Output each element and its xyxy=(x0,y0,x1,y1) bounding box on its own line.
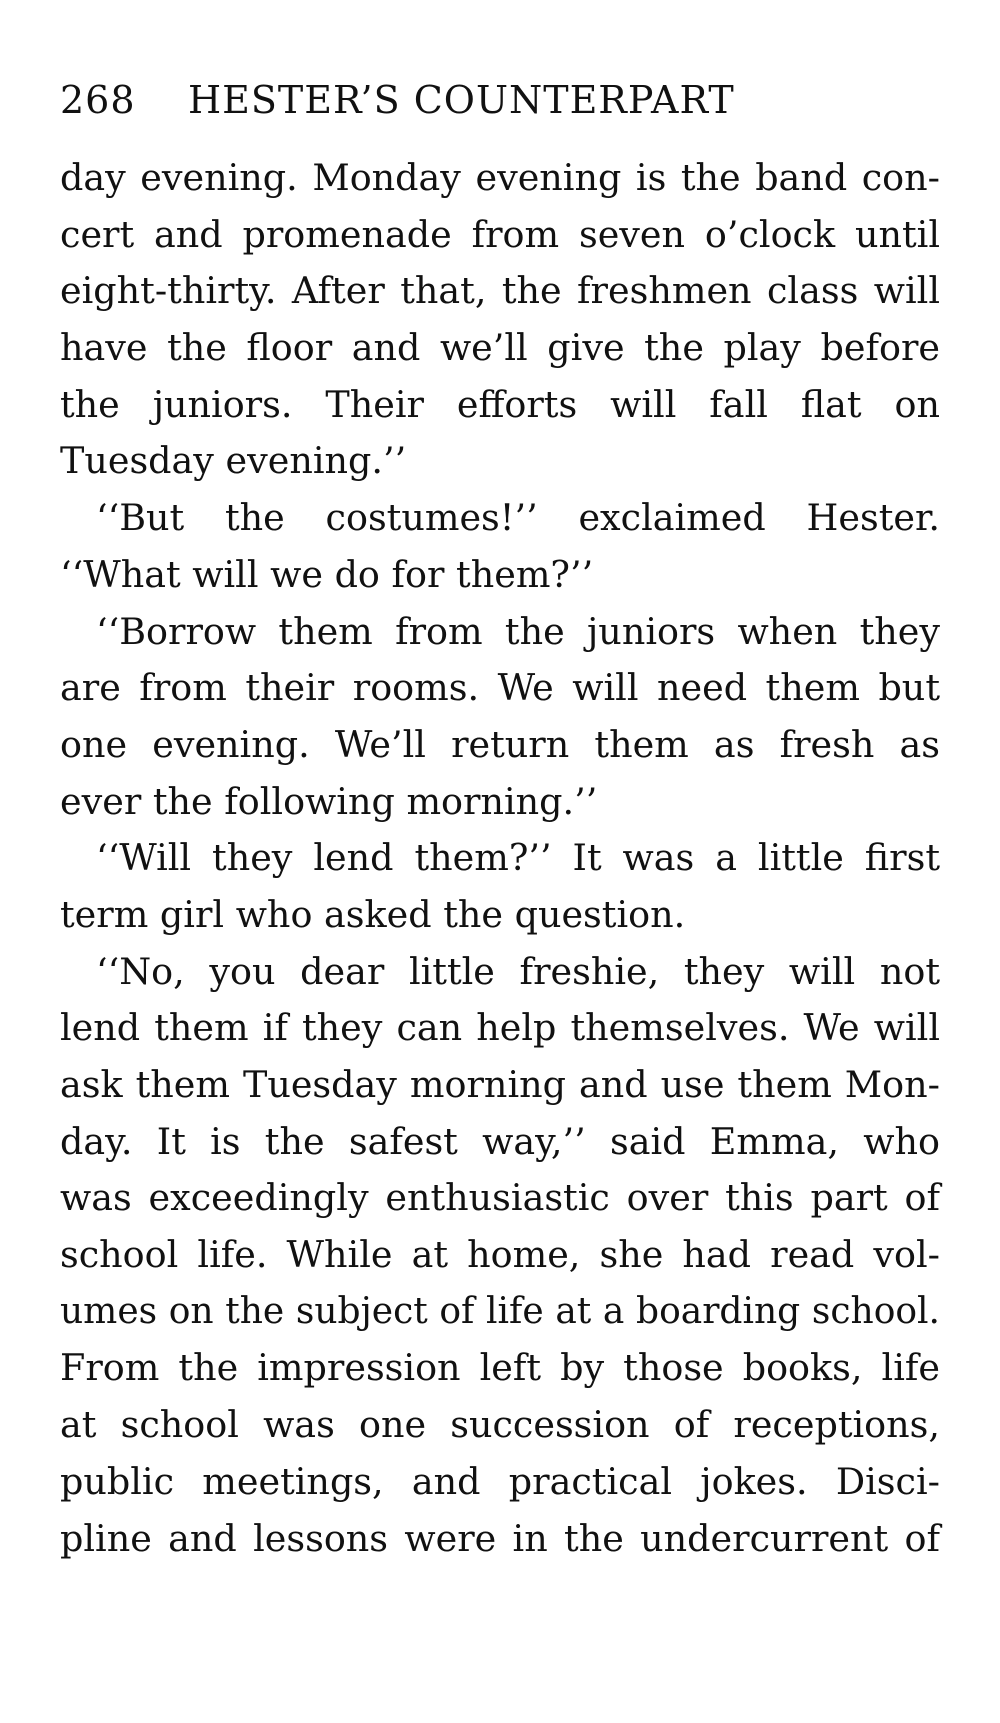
page-header xyxy=(60,78,940,134)
text-line: at school was one succession of receptions, xyxy=(60,1403,940,1447)
text-line: are from their rooms. We will need them but xyxy=(60,666,940,710)
text-line: ‘‘What will we do for them?’’ xyxy=(60,552,594,596)
text-line: ask them Tuesday morning and use them Mon- xyxy=(60,1063,940,1106)
text-line: day evening. Monday evening is the band con- xyxy=(60,156,940,199)
text-line: one evening. We’ll return them as fresh as xyxy=(60,722,940,766)
text-line: lend them if they can help themselves. We will xyxy=(60,1006,940,1050)
text-line: ever the following morning.’’ xyxy=(60,779,598,823)
text-line: pline and lessons were in the undercurrent of xyxy=(60,1516,940,1560)
text-line: Tuesday evening.’’ xyxy=(60,439,407,483)
text-line: From the impression left by those books, life xyxy=(60,1346,940,1390)
text-line: cert and promenade from seven o’clock until xyxy=(60,212,940,256)
text-line: ‘‘Borrow them from the juniors when they xyxy=(96,609,940,653)
text-line: umes on the subject of life at a boarding school. xyxy=(60,1290,940,1332)
text-line: have the floor and we’ll give the play before xyxy=(60,326,940,370)
text-line: the juniors. Their efforts will fall flat on xyxy=(60,382,940,426)
text-line: ‘‘But the costumes!’’ exclaimed Hester. xyxy=(96,496,940,540)
text-line: term girl who asked the question. xyxy=(60,892,686,936)
running-title: HESTER’S COUNTERPART xyxy=(188,78,735,122)
page-number: 268 xyxy=(60,78,136,122)
text-line: ‘‘No, you dear little freshie, they will not xyxy=(96,949,940,993)
text-line: public meetings, and practical jokes. Disci- xyxy=(60,1459,940,1503)
text-line: eight-thirty. After that, the freshmen class will xyxy=(60,269,940,313)
text-line: was exceedingly enthusiastic over this part of xyxy=(60,1176,940,1220)
text-line: ‘‘Will they lend them?’’ It was a little first xyxy=(96,836,940,880)
text-line: school life. While at home, she had read vol- xyxy=(60,1233,940,1277)
text-line: day. It is the safest way,’’ said Emma, who xyxy=(60,1119,940,1163)
body-text xyxy=(60,150,940,1567)
